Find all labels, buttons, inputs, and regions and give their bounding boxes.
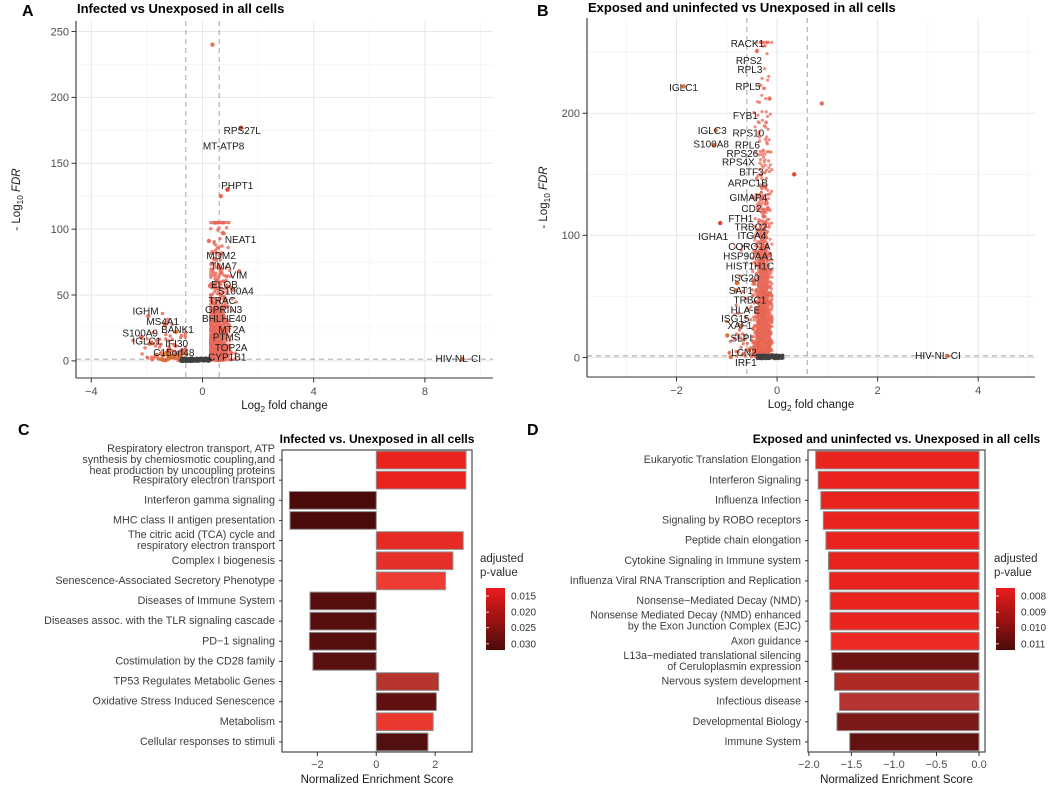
axes: [562, 18, 1035, 397]
svg-text:SLPI: SLPI: [730, 333, 753, 345]
svg-text:0: 0: [573, 352, 580, 365]
svg-text:−1.0: −1.0: [883, 759, 905, 771]
svg-text:BHLHE40: BHLHE40: [201, 314, 247, 326]
axis-titles: [538, 0, 896, 412]
svg-text:ARPC1B: ARPC1B: [727, 178, 768, 190]
svg-text:Costimulation by the CD28 fami: Costimulation by the CD28 family: [115, 655, 275, 668]
panel-letter-c: C: [18, 422, 30, 439]
svg-text:XAF1: XAF1: [727, 321, 753, 333]
svg-text:IGHA1: IGHA1: [698, 232, 729, 244]
svg-text:MT2A: MT2A: [218, 324, 246, 336]
svg-text:HSP90AA1: HSP90AA1: [723, 251, 774, 263]
svg-text:Log2 fold change: Log$_2$ fold change: [767, 399, 855, 412]
svg-text:IGHM: IGHM: [132, 306, 159, 318]
svg-text:0.025: 0.025: [511, 623, 537, 635]
threshold-lines: [76, 21, 493, 378]
svg-text:RPL5: RPL5: [735, 81, 761, 93]
svg-text:200: 200: [561, 108, 580, 121]
svg-text:TOP2A: TOP2A: [214, 343, 248, 355]
gene-labels: [669, 39, 961, 369]
svg-text:IGLC1: IGLC1: [132, 336, 162, 348]
svg-text:−2: −2: [670, 385, 683, 397]
svg-text:respiratory electron transport: respiratory electron transport: [136, 540, 275, 553]
svg-text:GPRIN3: GPRIN3: [205, 304, 243, 316]
svg-text:RPS26: RPS26: [726, 149, 759, 161]
svg-text:synthesis by chemiosmotic coup: synthesis by chemiosmotic coupling,and: [82, 454, 275, 467]
svg-text:Nervous system development: Nervous system development: [661, 675, 801, 688]
svg-text:Signaling by ROBO receptors: Signaling by ROBO receptors: [662, 514, 801, 527]
enrichment-bar-chart-exposed-uninfected-vs-unexposed: [548, 412, 1059, 795]
svg-text:RPS27L: RPS27L: [223, 125, 261, 137]
svg-text:p-value: p-value: [480, 567, 518, 579]
svg-text:0: 0: [773, 385, 781, 397]
svg-text:0.011: 0.011: [1021, 639, 1046, 651]
svg-text:Metabolism: Metabolism: [219, 715, 275, 728]
svg-text:150: 150: [50, 158, 69, 171]
svg-text:100: 100: [50, 223, 69, 236]
svg-text:by the Exon Junction Complex (: by the Exon Junction Complex (EJC): [627, 620, 801, 633]
svg-text:FYB1: FYB1: [732, 111, 758, 123]
legend-adjusted-p-value: [994, 553, 1046, 650]
svg-text:ELOB: ELOB: [211, 279, 238, 291]
svg-text:RPL3: RPL3: [737, 64, 763, 76]
svg-text:Developmental Biology: Developmental Biology: [692, 715, 801, 728]
svg-text:SAT1: SAT1: [728, 285, 753, 297]
svg-text:Axon guidance: Axon guidance: [730, 635, 801, 648]
svg-text:MT-ATP8: MT-ATP8: [202, 141, 245, 153]
svg-text:Cytokine Signaling in Immune s: Cytokine Signaling in Immune system: [624, 554, 801, 567]
svg-text:Cellular responses to stimuli: Cellular responses to stimuli: [139, 736, 275, 749]
svg-text:4: 4: [310, 386, 317, 398]
svg-text:2: 2: [874, 385, 881, 397]
svg-text:Normalized Enrichment Score: Normalized Enrichment Score: [820, 774, 973, 786]
svg-text:Senescence-Associated Secretor: Senescence-Associated Secretory Phenotype: [55, 574, 275, 587]
point-cloud: [681, 41, 949, 361]
svg-text:GIMAP4: GIMAP4: [729, 193, 768, 204]
svg-text:ITGA4: ITGA4: [737, 230, 767, 242]
svg-text:4: 4: [975, 385, 982, 397]
svg-text:TP53 Regulates Metabolic Genes: TP53 Regulates Metabolic Genes: [113, 675, 275, 688]
svg-text:CD2: CD2: [741, 203, 762, 215]
svg-text:Interferon gamma signaling: Interferon gamma signaling: [144, 494, 275, 507]
svg-text:- Log10 FDR: - Log$_{10}$ FDR: [538, 166, 552, 229]
svg-text:Nonsense Mediated Decay (NMD): Nonsense Mediated Decay (NMD) enhanced: [590, 609, 801, 622]
svg-text:S100A8: S100A8: [693, 139, 729, 151]
svg-text:0.008: 0.008: [1021, 591, 1047, 603]
threshold-lines: [587, 18, 1035, 377]
svg-text:VIM: VIM: [229, 270, 248, 282]
svg-text:BTF3: BTF3: [739, 167, 764, 179]
svg-text:adjusted: adjusted: [994, 553, 1038, 565]
enrichment-bar-chart-infected-vs-unexposed: [0, 412, 548, 795]
svg-text:RPS2: RPS2: [735, 56, 762, 68]
svg-text:TRBC2: TRBC2: [734, 222, 768, 234]
gridlines: [587, 18, 1035, 377]
volcano-plot-infected-vs-unexposed: [0, 0, 530, 412]
svg-text:p-value: p-value: [994, 567, 1032, 579]
svg-text:0.009: 0.009: [1021, 607, 1047, 619]
svg-text:Influenza Viral RNA Transcript: Influenza Viral RNA Transcription and Replication: [569, 574, 801, 587]
svg-text:FTH1: FTH1: [728, 213, 754, 225]
svg-text:Diseases of Immune System: Diseases of Immune System: [137, 595, 275, 608]
svg-text:−1.5: −1.5: [840, 759, 863, 771]
svg-text:LCN2: LCN2: [731, 348, 757, 360]
svg-text:NEAT1: NEAT1: [224, 235, 257, 247]
legend-adjusted-p-value: [480, 553, 536, 650]
svg-text:MDM2: MDM2: [206, 250, 236, 262]
svg-text:−2: −2: [311, 759, 324, 771]
category-labels: [570, 454, 802, 748]
svg-text:HIV-NL-CI: HIV-NL-CI: [915, 351, 961, 363]
svg-text:BANK1: BANK1: [161, 324, 194, 336]
svg-text:IGLC1: IGLC1: [669, 83, 698, 95]
svg-text:S100A9: S100A9: [122, 328, 159, 340]
bars: [816, 451, 979, 751]
svg-text:PD−1 signaling: PD−1 signaling: [202, 635, 275, 648]
svg-text:0.010: 0.010: [1021, 623, 1047, 635]
svg-text:RPS10: RPS10: [732, 128, 765, 140]
svg-text:0: 0: [62, 355, 69, 368]
svg-text:Nonsense−Mediated Decay (NMD): Nonsense−Mediated Decay (NMD): [636, 595, 801, 608]
svg-text:RACK1: RACK1: [730, 39, 765, 51]
svg-text:0.0: 0.0: [971, 759, 987, 771]
svg-text:Respiratory electron transport: Respiratory electron transport: [132, 474, 275, 487]
volcano-plot-exposed-uninfected-vs-unexposed: [530, 0, 1059, 412]
svg-text:Peptide chain elongation: Peptide chain elongation: [684, 534, 801, 547]
svg-text:0: 0: [373, 759, 380, 771]
svg-text:TRAC: TRAC: [208, 295, 236, 307]
svg-text:200: 200: [50, 92, 69, 105]
svg-text:CORO1A: CORO1A: [728, 241, 771, 253]
svg-text:Diseases assoc. with the TLR s: Diseases assoc. with the TLR signaling cascade: [44, 615, 275, 628]
svg-text:Eukaryotic Translation Elongat: Eukaryotic Translation Elongation: [643, 454, 801, 467]
svg-text:Log2 fold change: Log$_2$ fold change: [241, 400, 328, 412]
panel-letter-d: D: [527, 422, 539, 439]
svg-text:TRBC1: TRBC1: [733, 295, 767, 307]
svg-text:Immune System: Immune System: [724, 736, 801, 749]
svg-text:50: 50: [56, 289, 69, 302]
svg-text:−2.0: −2.0: [797, 759, 820, 771]
svg-text:IFI30: IFI30: [165, 339, 189, 351]
category-labels: [44, 443, 275, 748]
gridlines: [76, 21, 493, 378]
svg-text:heat production by uncoupling: heat production by uncoupling proteins: [89, 465, 275, 478]
svg-text:Infectious disease: Infectious disease: [716, 695, 801, 708]
svg-text:IGLC3: IGLC3: [697, 125, 727, 137]
svg-text:Exposed and uninfected vs. Une: Exposed and uninfected vs. Unexposed in all cells: [752, 432, 1041, 446]
point-cloud: [131, 43, 464, 364]
svg-text:Infected vs. Unexposed in all: Infected vs. Unexposed in all cells: [279, 432, 475, 446]
svg-text:RPS4X: RPS4X: [721, 157, 755, 169]
svg-text:S100A4: S100A4: [218, 286, 254, 298]
svg-text:100: 100: [561, 230, 580, 243]
svg-text:RPL6: RPL6: [734, 140, 760, 152]
svg-text:- Log10 FDR: - Log$_{10}$ FDR: [11, 168, 25, 231]
svg-text:−4: −4: [85, 386, 98, 398]
svg-text:Infected vs Unexposed in all c: Infected vs Unexposed in all cells: [77, 1, 285, 16]
svg-text:IRF1: IRF1: [735, 357, 757, 369]
svg-text:Respiratory electron transport: Respiratory electron transport, ATP: [107, 443, 275, 456]
svg-text:Exposed and uninfected vs Unex: Exposed and uninfected vs Unexposed in all cells: [588, 0, 896, 15]
svg-text:8: 8: [421, 386, 428, 398]
svg-text:−0.5: −0.5: [925, 759, 948, 771]
svg-text:L13a−mediated translational si: L13a−mediated translational silencing: [623, 649, 801, 662]
svg-text:ISG15: ISG15: [721, 313, 750, 325]
svg-text:TMA7: TMA7: [210, 261, 237, 273]
svg-text:The citric acid (TCA) cycle an: The citric acid (TCA) cycle and: [128, 529, 275, 542]
axes: [51, 21, 493, 398]
svg-text:0.020: 0.020: [511, 607, 537, 619]
svg-text:Complex I biogenesis: Complex I biogenesis: [171, 554, 275, 567]
svg-text:adjusted: adjusted: [480, 553, 524, 565]
svg-text:MS4A1: MS4A1: [146, 316, 180, 328]
svg-text:HLA-E: HLA-E: [730, 305, 761, 317]
panel-letter-a: A: [22, 3, 34, 20]
svg-text:ISG20: ISG20: [731, 273, 760, 285]
svg-text:PHPT1: PHPT1: [221, 181, 254, 193]
svg-text:HIV-NL-CI: HIV-NL-CI: [435, 354, 482, 366]
svg-text:0: 0: [199, 386, 206, 398]
svg-text:Oxidative Stress Induced Senes: Oxidative Stress Induced Senescence: [92, 695, 275, 708]
svg-text:C15orf48: C15orf48: [153, 347, 195, 359]
gene-labels: [122, 126, 481, 365]
svg-text:of Ceruloplasmin expression: of Ceruloplasmin expression: [667, 660, 801, 673]
svg-text:0.030: 0.030: [511, 639, 537, 651]
svg-text:HIST1H1C: HIST1H1C: [725, 261, 775, 273]
svg-text:Normalized Enrichment Score: Normalized Enrichment Score: [300, 774, 454, 786]
svg-text:0.015: 0.015: [511, 591, 537, 603]
svg-text:Influenza Infection: Influenza Infection: [715, 494, 801, 507]
svg-text:250: 250: [50, 26, 69, 39]
svg-text:CYP1B1: CYP1B1: [208, 352, 247, 364]
svg-text:Interferon Signaling: Interferon Signaling: [709, 474, 801, 487]
panel-letter-b: B: [537, 3, 549, 20]
svg-text:MHC class II antigen presentat: MHC class II antigen presentation: [112, 514, 275, 527]
svg-text:PTMS: PTMS: [212, 332, 241, 344]
svg-text:2: 2: [432, 759, 439, 771]
